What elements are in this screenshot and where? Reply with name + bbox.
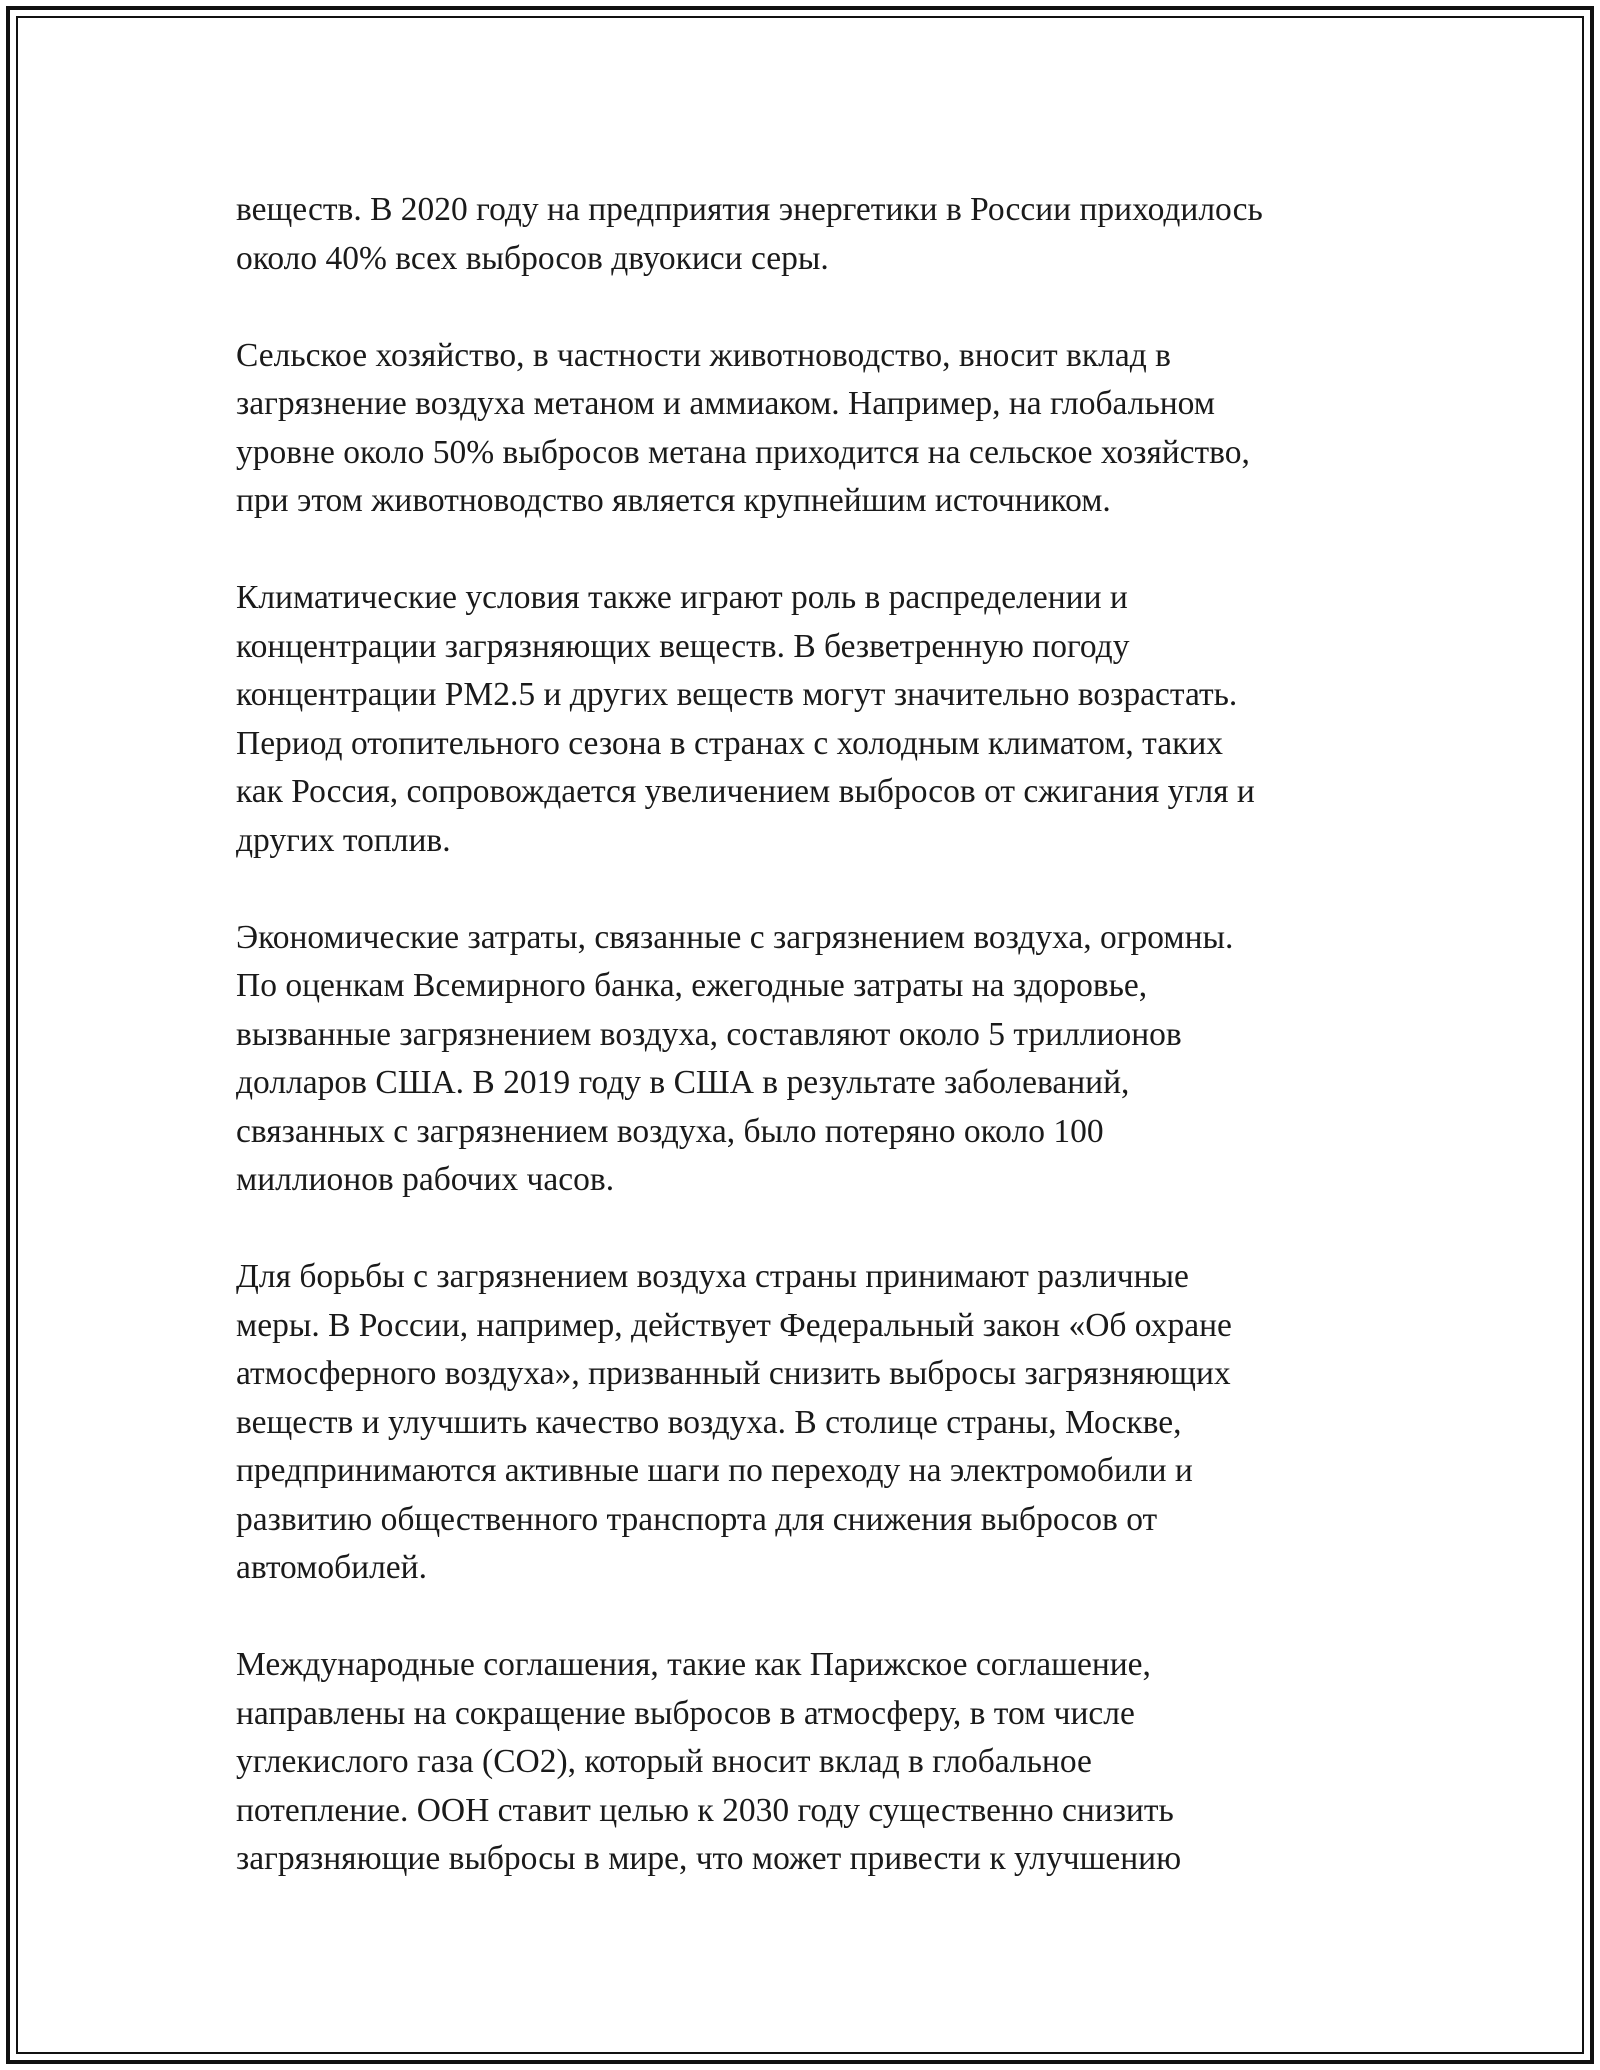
paragraph-agriculture: Сельское хозяйство, в частности животноводство, вносит вклад в загрязнение воздуха метаном и аммиаком. Например, на глобальном уровне около 50% выбросов метана приходится на сельское хозяйство, при этом животноводство является крупнейшим источником. [236, 336, 1250, 519]
document-body [236, 186, 1396, 1884]
paragraph-climate-conditions: Климатические условия также играют роль в распределении и концентрации загрязняющих веществ. В безветренную погоду концентрации PM2.5 и других веществ могут значительно возрастать. Период отопительного сезона в странах с холодным климатом, таких как Россия, сопровождается увеличением выбросов от сжигания угля и других топлив. [236, 579, 1255, 859]
paragraph-economic-costs: Экономические затраты, связанные с загрязнением воздуха, огромны. По оценкам Всемирного банка, ежегодные затраты на здоровье, вызванные загрязнением воздуха, составляют около 5 триллионов долларов США. В 2019 году в США в результате заболеваний, связанных с загрязнением воздуха, было потеряно около 100 миллионов рабочих часов. [236, 918, 1234, 1198]
paragraph-countermeasures: Для борьбы с загрязнением воздуха страны принимают различные меры. В России, например, действует Федеральный закон «Об охране атмосферного воздуха», призванный снизить выбросы загрязняющих веществ и улучшить качество воздуха. В столице страны, Москве, предпринимаются активные шаги по переходу на электромобили и развитию общественного транспорта для снижения выбросов от автомобилей. [236, 1258, 1232, 1586]
paragraph-energy-emissions: веществ. В 2020 году на предприятия энергетики в России приходилось около 40% всех выбросов двуокиси серы. [236, 191, 1263, 277]
paragraph-international-agreements: Международные соглашения, такие как Парижское соглашение, направлены на сокращение выбросов в атмосферу, в том числе углекислого газа (CO2), который вносит вклад в глобальное потепление. ООН ставит целью к 2030 году существенно снизить загрязняющие выбросы в мире, что может привести к улучшению [236, 1646, 1182, 1877]
